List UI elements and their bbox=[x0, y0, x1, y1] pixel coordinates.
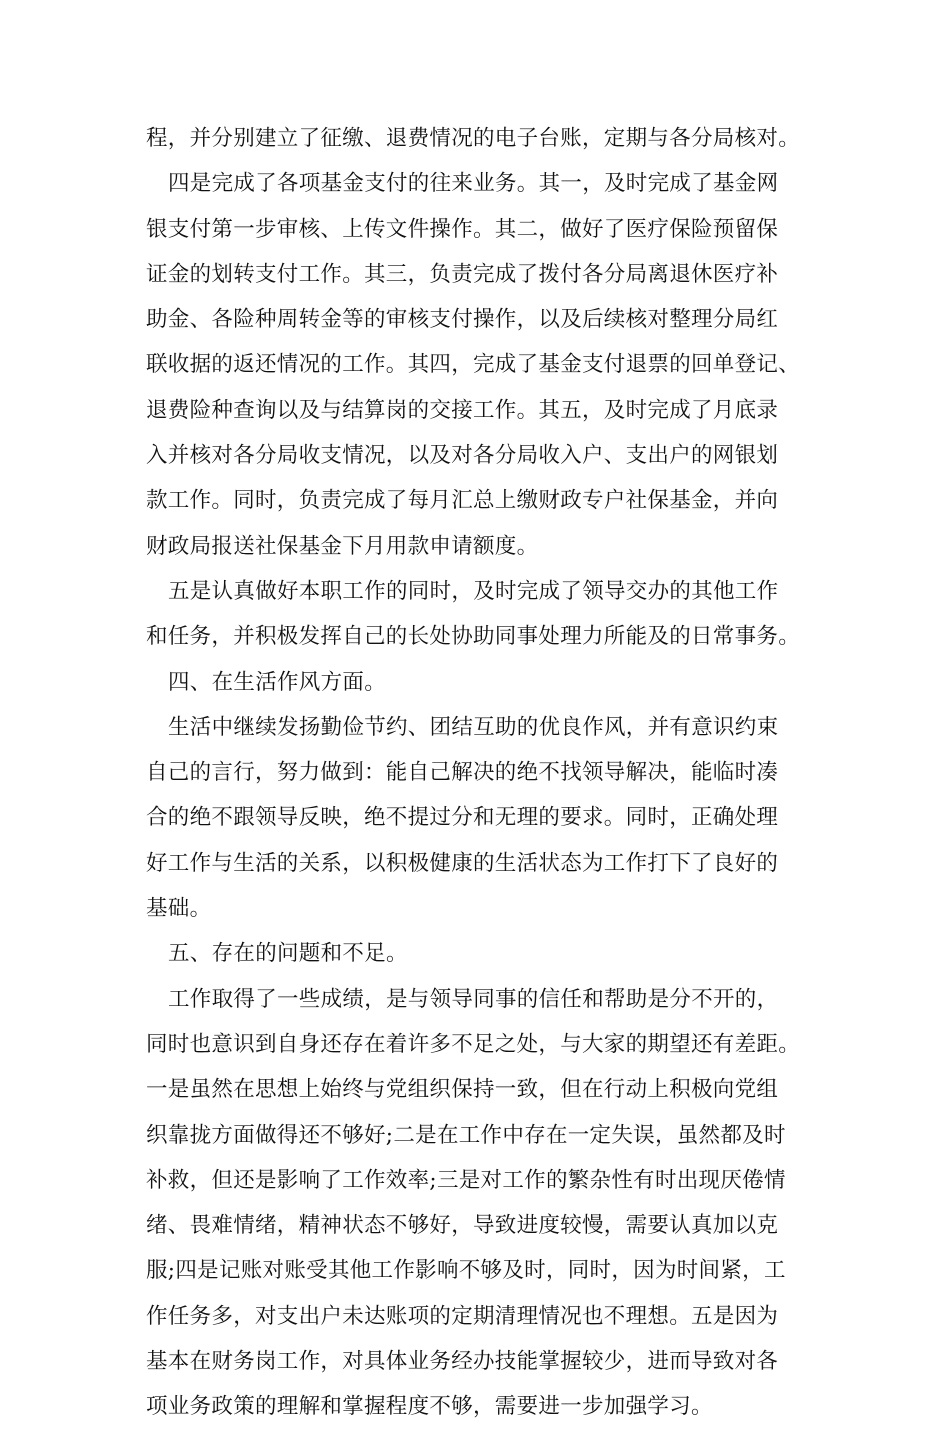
text-line: 好工作与生活的关系，以积极健康的生活状态为工作打下了良好的 bbox=[146, 850, 779, 876]
text-line: 助金、各险种周转金等的审核支付操作，以及后续核对整理分局红 bbox=[146, 307, 779, 333]
text-line: 入并核对各分局收支情况，以及对各分局收入户、支出户的网银划 bbox=[146, 443, 779, 469]
text-line: 自己的言行，努力做到：能自己解决的绝不找领导解决，能临时凑 bbox=[146, 760, 779, 786]
text-line: 项业务政策的理解和掌握程度不够，需要进一步加强学习。 bbox=[146, 1394, 713, 1420]
text-line: 同时也意识到自身还存在着许多不足之处，与大家的期望还有差距。 bbox=[146, 1031, 801, 1057]
text-line: 财政局报送社保基金下月用款申请额度。 bbox=[146, 533, 539, 559]
text-line: 五是认真做好本职工作的同时，及时完成了领导交办的其他工作 bbox=[168, 578, 779, 604]
document-body bbox=[146, 116, 816, 1430]
text-line: 证金的划转支付工作。其三，负责完成了拨付各分局离退休医疗补 bbox=[146, 261, 779, 287]
text-line: 四是完成了各项基金支付的往来业务。其一，及时完成了基金网 bbox=[168, 171, 779, 197]
text-line: 绪、畏难情绪，精神状态不够好，导致进度较慢，需要认真加以克 bbox=[146, 1213, 779, 1239]
text-line: 生活中继续发扬勤俭节约、团结互助的优良作风，并有意识约束 bbox=[168, 714, 779, 740]
text-line: 一是虽然在思想上始终与党组织保持一致，但在行动上积极向党组 bbox=[146, 1077, 779, 1103]
text-line: 基本在财务岗工作，对具体业务经办技能掌握较少，进而导致对各 bbox=[146, 1349, 779, 1375]
text-line: 程，并分别建立了征缴、退费情况的电子台账，定期与各分局核对。 bbox=[146, 126, 801, 151]
text-line: 退费险种查询以及与结算岗的交接工作。其五，及时完成了月底录 bbox=[146, 397, 779, 423]
text-line: 合的绝不跟领导反映，绝不提过分和无理的要求。同时，正确处理 bbox=[146, 805, 779, 831]
text-line: 作任务多，对支出户未达账项的定期清理情况也不理想。五是因为 bbox=[146, 1303, 779, 1329]
section-heading: 四、在生活作风方面。 bbox=[168, 669, 387, 695]
text-line: 银支付第一步审核、上传文件操作。其二，做好了医疗保险预留保 bbox=[146, 216, 779, 242]
text-line: 联收据的返还情况的工作。其四，完成了基金支付退票的回单登记、 bbox=[146, 352, 801, 378]
text-line: 基础。 bbox=[146, 896, 212, 922]
text-line: 服;四是记账对账受其他工作影响不够及时，同时，因为时间紧，工 bbox=[146, 1258, 786, 1284]
text-line: 和任务，并积极发挥自己的长处协助同事处理力所能及的日常事务。 bbox=[146, 624, 801, 650]
text-line: 款工作。同时，负责完成了每月汇总上缴财政专户社保基金，并向 bbox=[146, 488, 779, 514]
text-line: 补救，但还是影响了工作效率;三是对工作的繁杂性有时出现厌倦情 bbox=[146, 1167, 786, 1193]
text-line: 工作取得了一些成绩，是与领导同事的信任和帮助是分不开的， bbox=[168, 986, 779, 1012]
text-line: 织靠拢方面做得还不够好;二是在工作中存在一定失误，虽然都及时 bbox=[146, 1122, 786, 1148]
section-heading: 五、存在的问题和不足。 bbox=[168, 941, 408, 967]
